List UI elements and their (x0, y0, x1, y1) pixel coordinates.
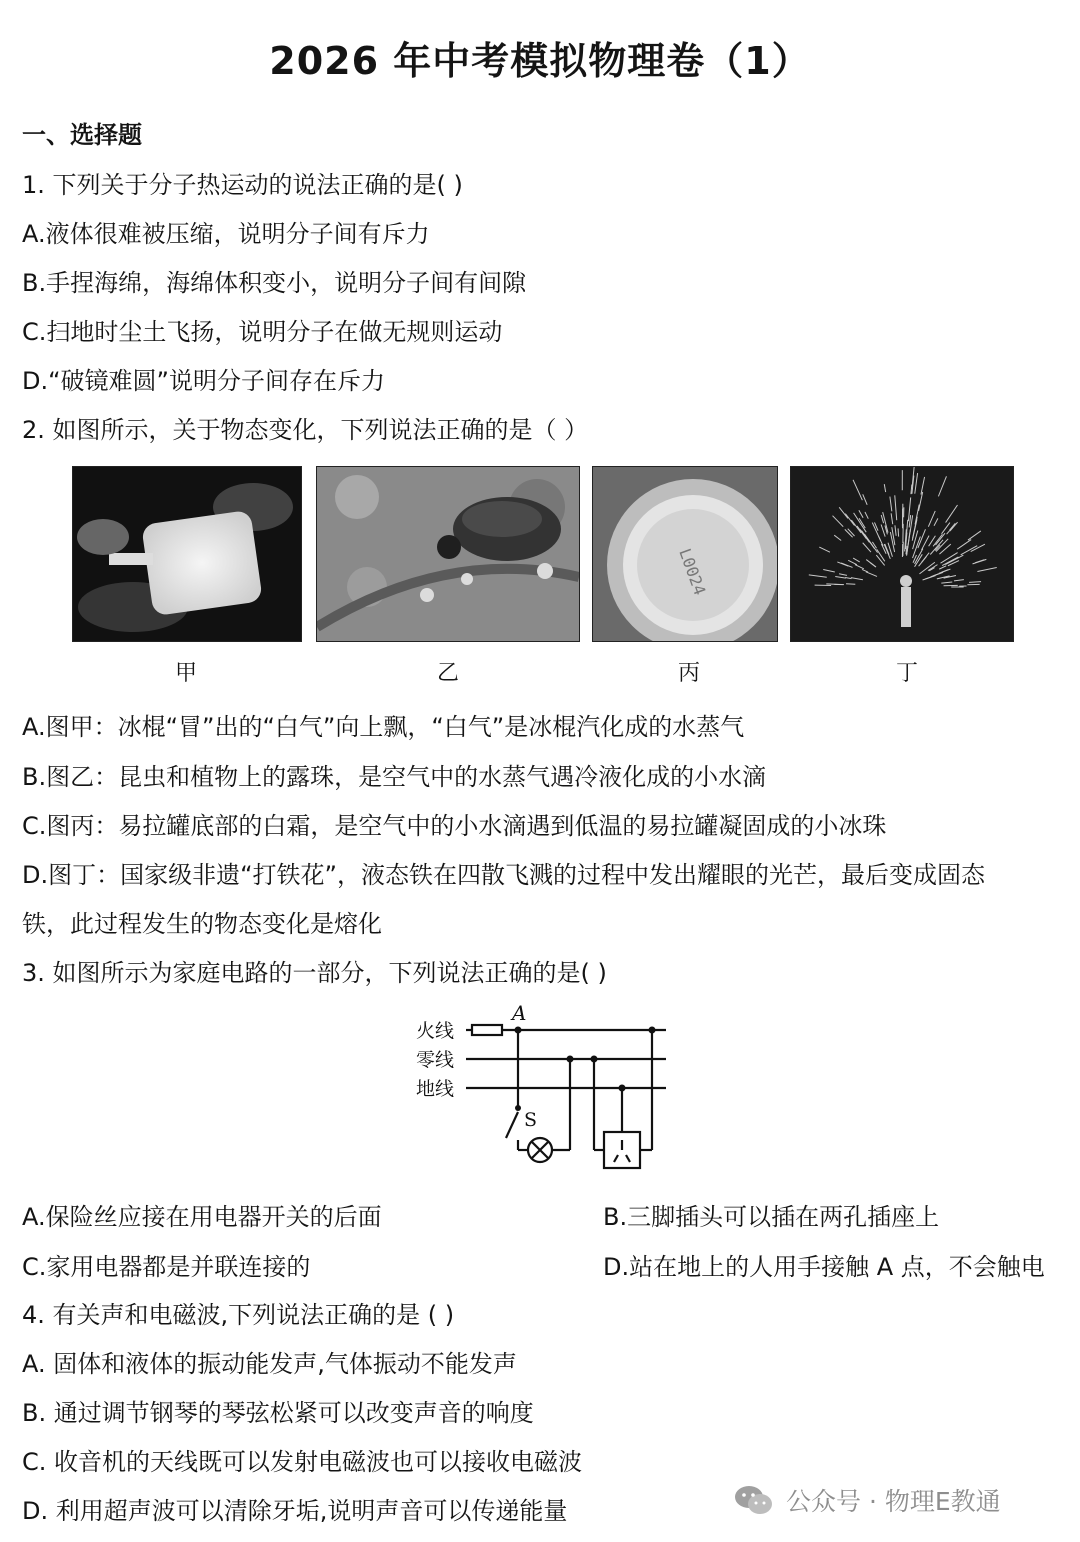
watermark (734, 1482, 1001, 1518)
caption-yi: 乙 (437, 661, 460, 686)
q3-option-b: B.三脚插头可以插在两孔插座上 (603, 1203, 940, 1231)
q1-option-a: A.液体很难被压缩，说明分子间有斥力 (22, 220, 430, 248)
label-ground-wire: 地线 (416, 1078, 455, 1100)
q3-option-c: C.家用电器都是并联连接的 (22, 1253, 311, 1281)
household-circuit-diagram (404, 1000, 674, 1184)
q1-option-d: D.“破镜难圆”说明分子间存在斥力 (22, 367, 385, 395)
photo-ladybug-dew (316, 466, 580, 642)
page-title: 2026 年中考模拟物理卷（1） (269, 39, 811, 83)
can-bottom-print: L0024 (675, 545, 710, 598)
wechat-icon (734, 1484, 774, 1516)
caption-jia: 甲 (175, 661, 198, 686)
photo-ice-pop (72, 466, 302, 642)
q1-option-b: B.手捏海绵，海绵体积变小，说明分子间有间隙 (22, 269, 527, 297)
q2-option-d-line1: D.图丁：国家级非遗“打铁花”，液态铁在四散飞溅的过程中发出耀眼的光芒，最后变成固态 (22, 861, 985, 889)
label-live-wire: 火线 (416, 1020, 455, 1042)
caption-bing: 丙 (678, 661, 701, 686)
section-heading: 一、选择题 (22, 121, 142, 149)
watermark-text: 公众号 · 物理E教通 (786, 1487, 1001, 1516)
q2-option-d-line2: 铁，此过程发生的物态变化是熔化 (22, 910, 382, 938)
q3-option-d: D.站在地上的人用手接触 A 点，不会触电 (603, 1253, 1045, 1281)
label-point-a: A (512, 1001, 527, 1025)
q1-stem: 1. 下列关于分子热运动的说法正确的是( ) (22, 171, 463, 199)
q4-option-b: B. 通过调节钢琴的琴弦松紧可以改变声音的响度 (22, 1399, 534, 1427)
q4-option-c: C. 收音机的天线既可以发射电磁波也可以接收电磁波 (22, 1448, 583, 1476)
q2-option-a: A.图甲：冰棍“冒”出的“白气”向上飘，“白气”是冰棍汽化成的水蒸气 (22, 713, 745, 741)
q3-option-a: A.保险丝应接在用电器开关的后面 (22, 1203, 382, 1231)
q4-option-a: A. 固体和液体的振动能发声,气体振动不能发声 (22, 1350, 517, 1378)
q4-option-d: D. 利用超声波可以清除牙垢,说明声音可以传递能量 (22, 1497, 568, 1525)
q1-option-c: C.扫地时尘土飞扬，说明分子在做无规则运动 (22, 318, 503, 346)
caption-ding: 丁 (896, 661, 919, 686)
label-switch-s: S (524, 1109, 538, 1131)
q2-option-c: C.图丙：易拉罐底部的白霜，是空气中的小水滴遇到低温的易拉罐凝固成的小冰珠 (22, 812, 887, 840)
label-neutral-wire: 零线 (416, 1049, 455, 1071)
q2-stem: 2. 如图所示，关于物态变化，下列说法正确的是（ ） (22, 416, 589, 444)
q4-stem: 4. 有关声和电磁波,下列说法正确的是 ( ) (22, 1301, 455, 1329)
q2-option-b: B.图乙：昆虫和植物上的露珠，是空气中的水蒸气遇冷液化成的小水滴 (22, 763, 767, 791)
q3-stem: 3. 如图所示为家庭电路的一部分，下列说法正确的是( ) (22, 959, 607, 987)
photo-iron-fireworks (790, 466, 1014, 642)
photo-can-frost (592, 466, 778, 642)
